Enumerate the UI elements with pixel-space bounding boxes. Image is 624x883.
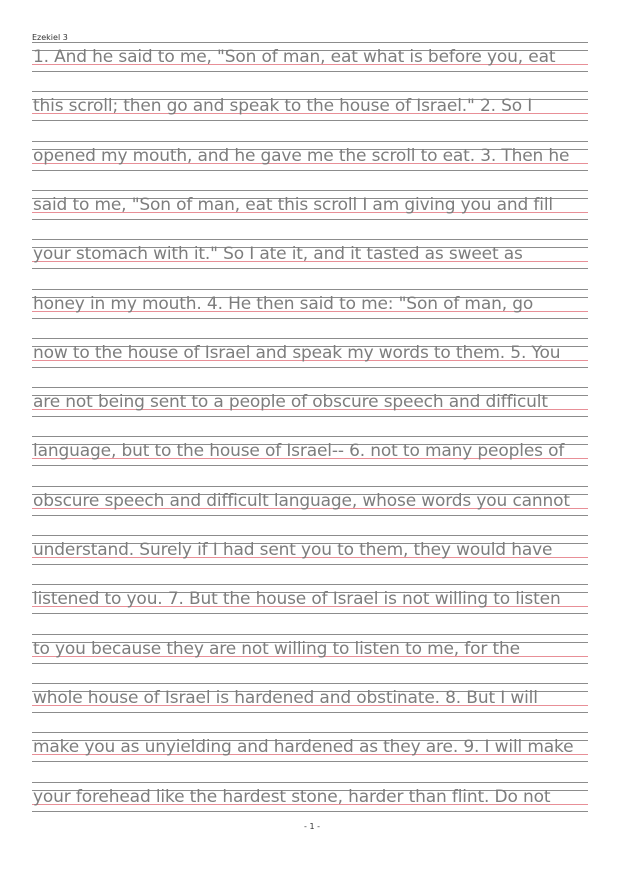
descender-line: [32, 811, 588, 812]
tracing-text: are not being sent to a people of obscure speech and difficult: [33, 392, 548, 413]
top-guide-line: [32, 387, 588, 388]
top-guide-line: [32, 42, 588, 43]
writing-row: [32, 634, 588, 682]
descender-line: [32, 465, 588, 466]
writing-row: [32, 387, 588, 435]
writing-row: [32, 338, 588, 386]
top-guide-line: [32, 584, 588, 585]
top-guide-line: [32, 338, 588, 339]
tracing-text: language, but to the house of Israel-- 6. not to many peoples of: [33, 441, 565, 462]
tracing-text: this scroll; then go and speak to the house of Israel." 2. So I: [33, 96, 533, 117]
descender-line: [32, 318, 588, 319]
tracing-text: listened to you. 7. But the house of Israel is not willing to listen: [33, 589, 561, 610]
writing-row: [32, 732, 588, 780]
descender-line: [32, 761, 588, 762]
descender-line: [32, 712, 588, 713]
tracing-text: your stomach with it." So I ate it, and it tasted as sweet as: [33, 244, 523, 265]
writing-row: [32, 683, 588, 731]
tracing-text: whole house of Israel is hardened and obstinate. 8. But I will: [33, 687, 538, 708]
descender-line: [32, 515, 588, 516]
top-guide-line: [32, 782, 588, 783]
top-guide-line: [32, 436, 588, 437]
tracing-text: obscure speech and difficult language, whose words you cannot: [33, 490, 570, 511]
writing-row: [32, 91, 588, 139]
writing-row: [32, 42, 588, 90]
descender-line: [32, 219, 588, 220]
top-guide-line: [32, 91, 588, 92]
tracing-text: to you because they are not willing to listen to me, for the: [33, 638, 520, 659]
top-guide-line: [32, 486, 588, 487]
descender-line: [32, 170, 588, 171]
top-guide-line: [32, 190, 588, 191]
writing-row: [32, 289, 588, 337]
tracing-text: said to me, "Son of man, eat this scroll I am giving you and fill: [33, 194, 553, 215]
tracing-text: your forehead like the hardest stone, harder than flint. Do not: [33, 786, 551, 807]
descender-line: [32, 416, 588, 417]
writing-row: [32, 486, 588, 534]
tracing-text: opened my mouth, and he gave me the scroll to eat. 3. Then he: [33, 145, 570, 166]
top-guide-line: [32, 535, 588, 536]
writing-row: [32, 190, 588, 238]
tracing-text: honey in my mouth. 4. He then said to me: "Son of man, go: [33, 293, 534, 314]
top-guide-line: [32, 289, 588, 290]
writing-row: [32, 535, 588, 583]
writing-row: [32, 436, 588, 484]
tracing-text: make you as unyielding and hardened as they are. 9. I will make: [33, 737, 574, 758]
descender-line: [32, 268, 588, 269]
writing-row: [32, 239, 588, 287]
descender-line: [32, 613, 588, 614]
descender-line: [32, 120, 588, 121]
top-guide-line: [32, 141, 588, 142]
page-header: Ezekiel 3: [32, 33, 68, 42]
writing-row: [32, 141, 588, 189]
tracing-text: 1. And he said to me, "Son of man, eat what is before you, eat: [33, 47, 556, 67]
writing-row: [32, 584, 588, 632]
top-guide-line: [32, 634, 588, 635]
top-guide-line: [32, 732, 588, 733]
top-guide-line: [32, 683, 588, 684]
descender-line: [32, 663, 588, 664]
page-number: - 1 -: [304, 822, 320, 831]
tracing-text: understand. Surely if I had sent you to them, they would have: [33, 540, 553, 560]
tracing-text: now to the house of Israel and speak my words to them. 5. You: [33, 342, 561, 363]
descender-line: [32, 367, 588, 368]
top-guide-line: [32, 239, 588, 240]
descender-line: [32, 71, 588, 72]
descender-line: [32, 564, 588, 565]
